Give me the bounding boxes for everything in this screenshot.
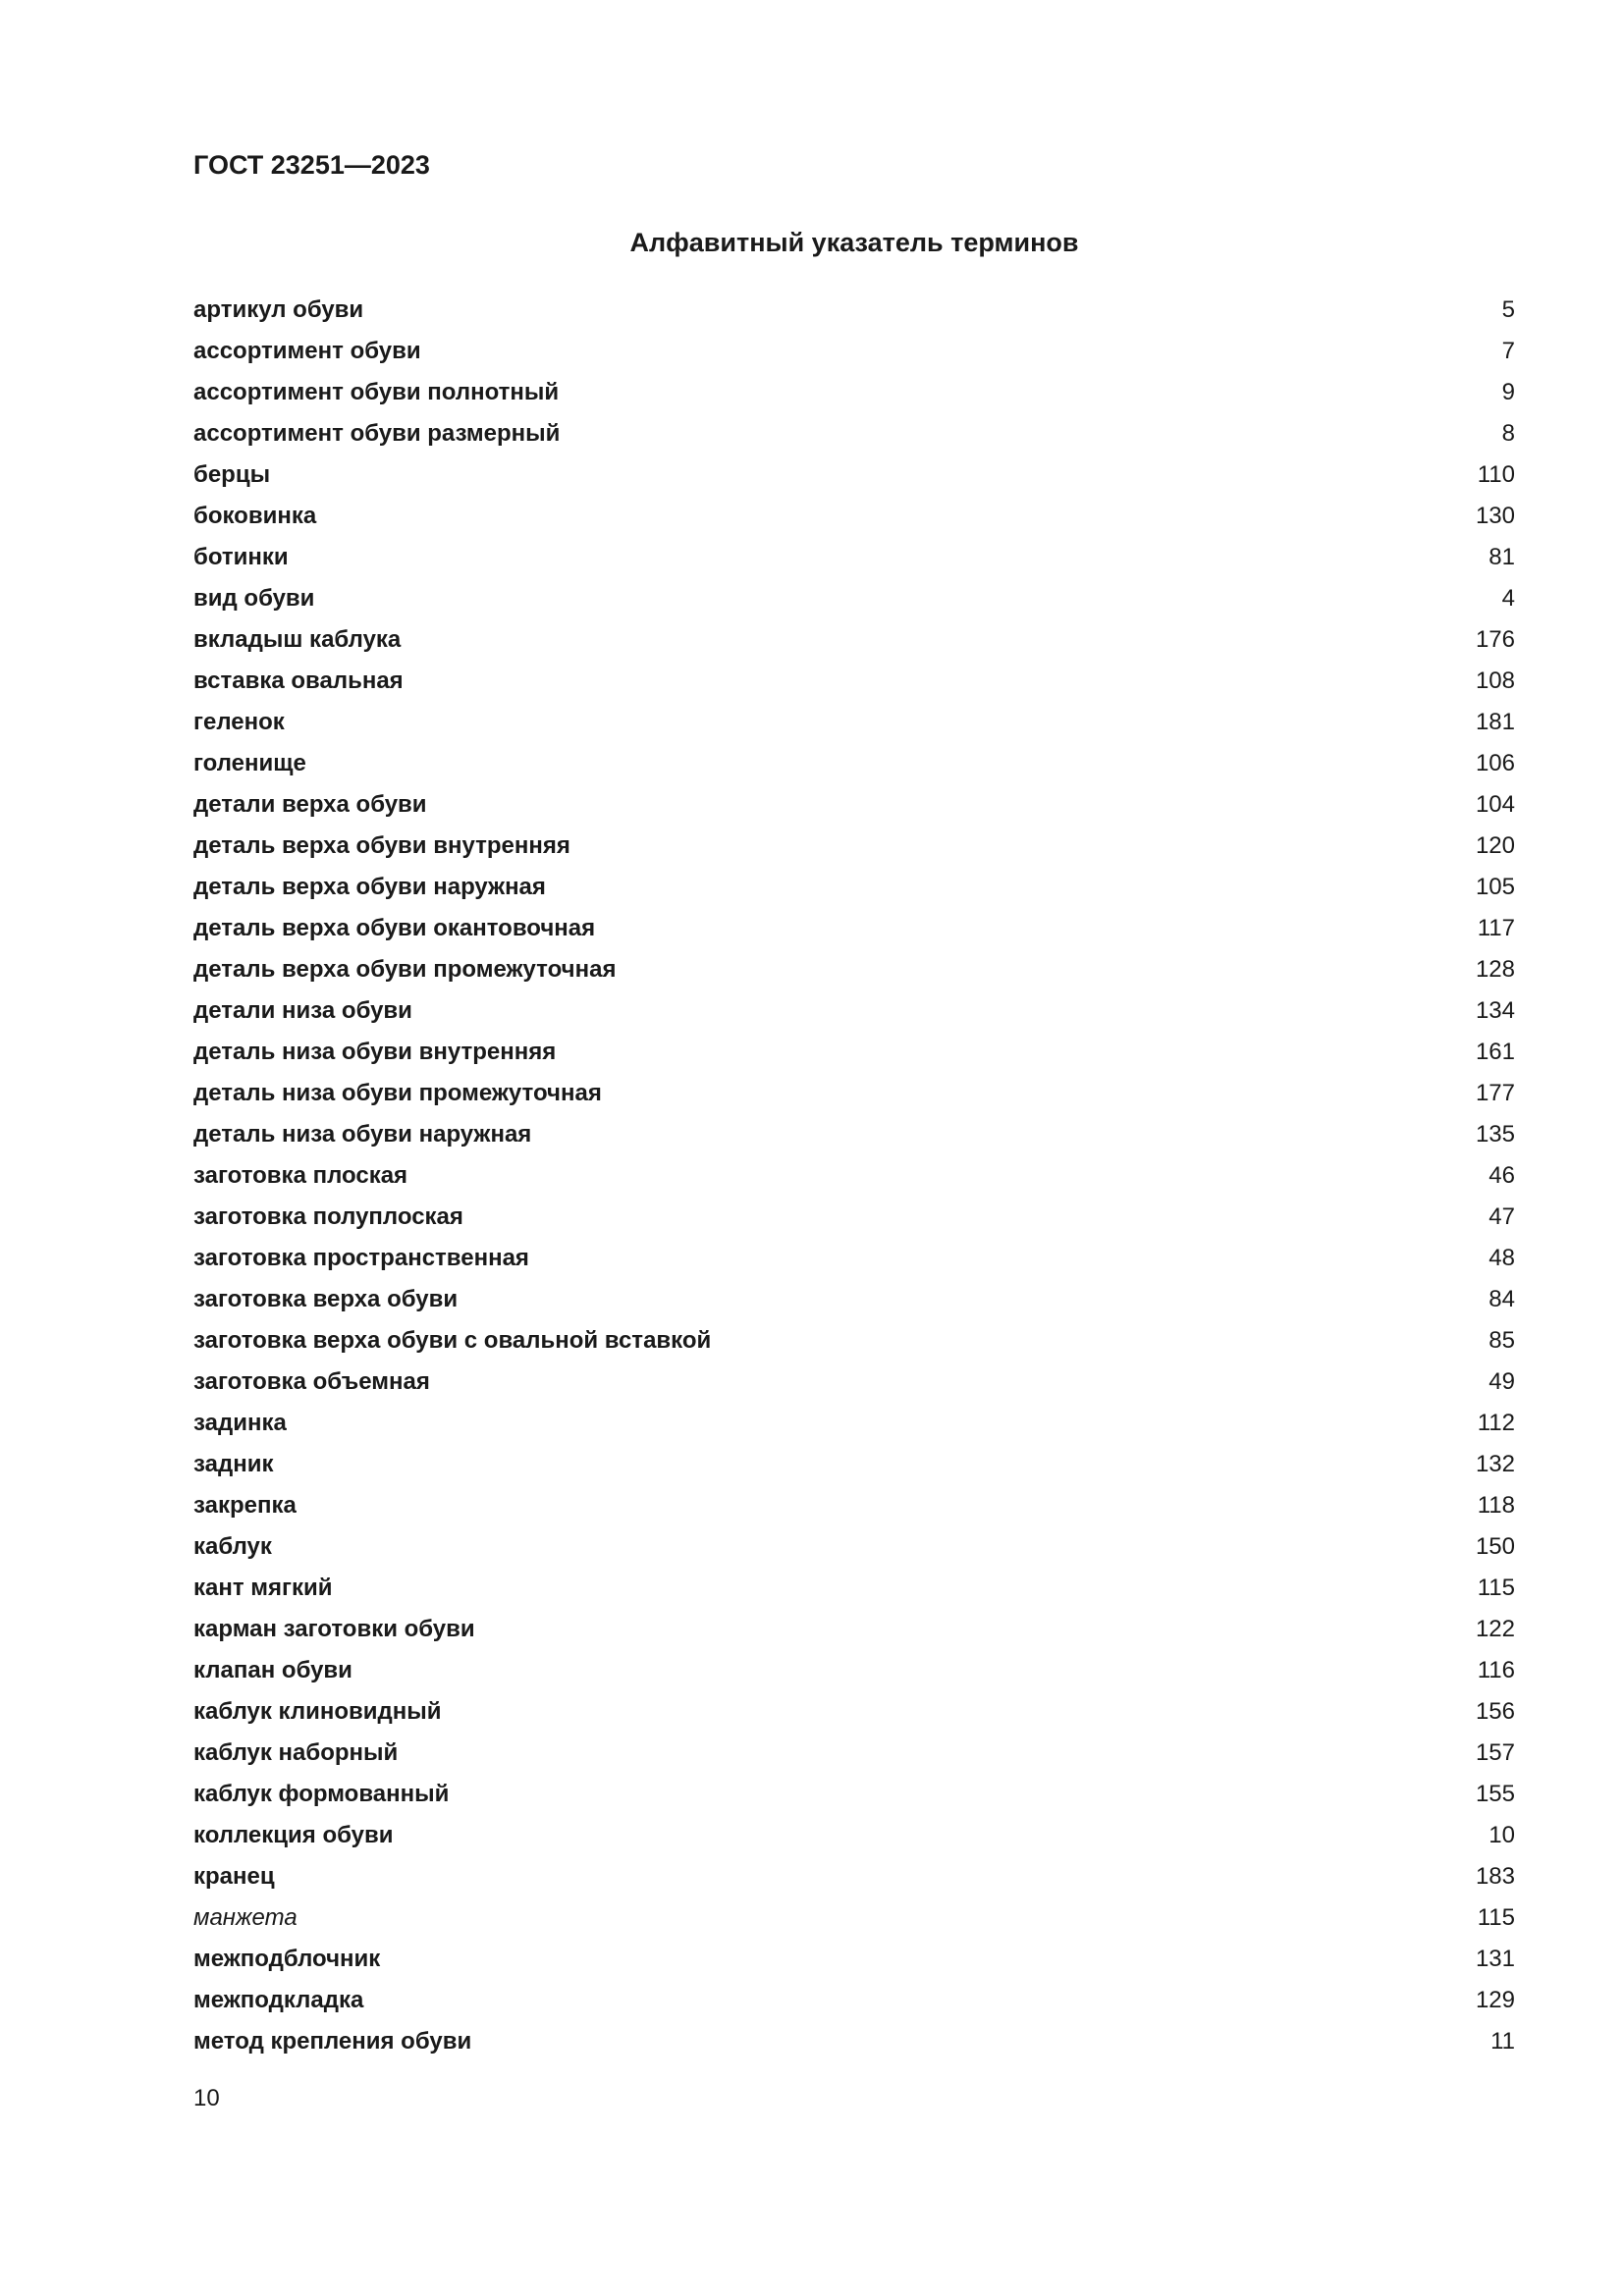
index-entry [193, 537, 1515, 578]
index-term: ботинки [193, 544, 289, 570]
index-term: ассортимент обуви [193, 338, 421, 364]
index-term: манжета [193, 1904, 298, 1931]
index-entry [193, 908, 1515, 949]
index-entry [193, 1114, 1515, 1155]
index-page-number: 181 [1475, 709, 1515, 735]
index-term: задинка [193, 1410, 287, 1436]
index-entry [193, 1032, 1515, 1073]
index-page-number: 47 [1489, 1203, 1515, 1230]
index-entry [193, 949, 1515, 990]
index-term: голенище [193, 750, 306, 776]
index-page-number: 120 [1475, 832, 1515, 859]
term-index-list [193, 290, 1515, 2062]
index-entry [193, 1980, 1515, 2021]
index-term: каблук клиновидный [193, 1698, 442, 1725]
index-term: каблук наборный [193, 1739, 399, 1766]
index-entry [193, 826, 1515, 867]
index-entry [193, 1774, 1515, 1815]
index-entry [193, 1362, 1515, 1403]
index-entry [193, 1073, 1515, 1114]
index-entry [193, 1815, 1515, 1856]
index-term: вкладыш каблука [193, 626, 402, 653]
index-term: межподблочник [193, 1946, 381, 1972]
index-page-number: 132 [1475, 1451, 1515, 1477]
index-term: боковинка [193, 503, 317, 529]
index-term: ассортимент обуви полнотный [193, 379, 560, 405]
index-page-number: 112 [1477, 1410, 1515, 1436]
index-term: артикул обуви [193, 296, 364, 323]
index-page-number: 176 [1475, 626, 1515, 653]
index-term: заготовка полуплоская [193, 1203, 463, 1230]
index-entry [193, 1155, 1515, 1197]
index-term: задник [193, 1451, 274, 1477]
index-page-number: 157 [1475, 1739, 1515, 1766]
index-page-number: 49 [1489, 1368, 1515, 1395]
index-term: кант мягкий [193, 1575, 333, 1601]
index-page-number: 106 [1475, 750, 1515, 776]
index-entry [193, 1939, 1515, 1980]
index-term: каблук [193, 1533, 272, 1560]
index-page-number: 128 [1475, 956, 1515, 983]
index-entry [193, 1279, 1515, 1320]
index-page-number: 115 [1477, 1904, 1515, 1931]
index-page-number: 10 [1489, 1822, 1515, 1848]
index-entry [193, 1856, 1515, 1897]
index-title: Алфавитный указатель терминов [629, 228, 1079, 257]
index-term: деталь низа обуви промежуточная [193, 1080, 602, 1106]
index-page-number: 110 [1477, 461, 1515, 488]
index-page-number: 161 [1475, 1039, 1515, 1065]
index-entry [193, 1485, 1515, 1526]
index-entry [193, 496, 1515, 537]
index-page-number: 183 [1475, 1863, 1515, 1890]
index-page-number: 8 [1501, 420, 1515, 447]
index-page-number: 134 [1475, 997, 1515, 1024]
index-entry [193, 578, 1515, 619]
index-term: деталь верха обуви внутренняя [193, 832, 570, 859]
index-term: заготовка верха обуви [193, 1286, 459, 1312]
index-entry [193, 1650, 1515, 1691]
index-term: детали низа обуви [193, 997, 412, 1024]
index-entry [193, 990, 1515, 1032]
index-page-number: 155 [1475, 1781, 1515, 1807]
index-page-number: 46 [1489, 1162, 1515, 1189]
index-term: кранец [193, 1863, 275, 1890]
index-entry [193, 1733, 1515, 1774]
index-entry [193, 1320, 1515, 1362]
index-term: деталь верха обуви окантовочная [193, 915, 596, 941]
index-term: вид обуви [193, 585, 315, 612]
index-page-number: 131 [1475, 1946, 1515, 1972]
index-term: каблук формованный [193, 1781, 450, 1807]
index-entry [193, 784, 1515, 826]
document-id-header: ГОСТ 23251—2023 [193, 150, 430, 180]
index-entry [193, 867, 1515, 908]
index-term: клапан обуви [193, 1657, 352, 1683]
index-entry [193, 1897, 1515, 1939]
index-term: деталь низа обуви внутренняя [193, 1039, 557, 1065]
index-term: деталь низа обуви наружная [193, 1121, 532, 1148]
index-entry [193, 1691, 1515, 1733]
index-entry [193, 1568, 1515, 1609]
index-entry [193, 702, 1515, 743]
index-page-number: 5 [1501, 296, 1515, 323]
index-page-number: 7 [1501, 338, 1515, 364]
page-number: 10 [193, 2085, 220, 2111]
index-entry [193, 743, 1515, 784]
index-entry [193, 331, 1515, 372]
index-page-number: 81 [1489, 544, 1515, 570]
index-entry [193, 413, 1515, 454]
index-entry [193, 1197, 1515, 1238]
index-entry [193, 290, 1515, 331]
index-page-number: 85 [1489, 1327, 1515, 1354]
index-entry [193, 2021, 1515, 2062]
index-entry [193, 1403, 1515, 1444]
index-term: вставка овальная [193, 667, 404, 694]
index-term: карман заготовки обуви [193, 1616, 475, 1642]
index-page-number: 84 [1489, 1286, 1515, 1312]
index-page-number: 117 [1477, 915, 1515, 941]
index-term: заготовка плоская [193, 1162, 408, 1189]
index-term: геленок [193, 709, 285, 735]
index-page-number: 150 [1475, 1533, 1515, 1560]
index-term: закрепка [193, 1492, 297, 1519]
index-term: деталь верха обуви наружная [193, 874, 546, 900]
index-term: берцы [193, 461, 271, 488]
index-term: заготовка объемная [193, 1368, 430, 1395]
index-page-number: 122 [1475, 1616, 1515, 1642]
index-term: коллекция обуви [193, 1822, 394, 1848]
index-term: заготовка пространственная [193, 1245, 529, 1271]
index-page-number: 118 [1477, 1492, 1515, 1519]
index-term: метод крепления обуви [193, 2028, 472, 2055]
index-term: детали верха обуви [193, 791, 427, 818]
index-page-number: 11 [1490, 2028, 1515, 2055]
index-page-number: 129 [1475, 1987, 1515, 2013]
index-term: ассортимент обуви размерный [193, 420, 561, 447]
index-term: заготовка верха обуви с овальной вставкой [193, 1327, 712, 1354]
index-page-number: 105 [1475, 874, 1515, 900]
index-page-number: 48 [1489, 1245, 1515, 1271]
index-entry [193, 661, 1515, 702]
index-term: межподкладка [193, 1987, 364, 2013]
index-page-number: 116 [1477, 1657, 1515, 1683]
index-entry [193, 372, 1515, 413]
index-page-number: 104 [1475, 791, 1515, 818]
index-page-number: 4 [1501, 585, 1515, 612]
index-entry [193, 1609, 1515, 1650]
index-page-number: 115 [1477, 1575, 1515, 1601]
index-entry [193, 1444, 1515, 1485]
index-term: деталь верха обуви промежуточная [193, 956, 617, 983]
index-entry [193, 1238, 1515, 1279]
index-page-number: 9 [1501, 379, 1515, 405]
index-entry [193, 454, 1515, 496]
index-page-number: 130 [1475, 503, 1515, 529]
index-page-number: 156 [1475, 1698, 1515, 1725]
index-entry [193, 619, 1515, 661]
index-page-number: 108 [1475, 667, 1515, 694]
index-page-number: 177 [1475, 1080, 1515, 1106]
index-page-number: 135 [1475, 1121, 1515, 1148]
index-entry [193, 1526, 1515, 1568]
